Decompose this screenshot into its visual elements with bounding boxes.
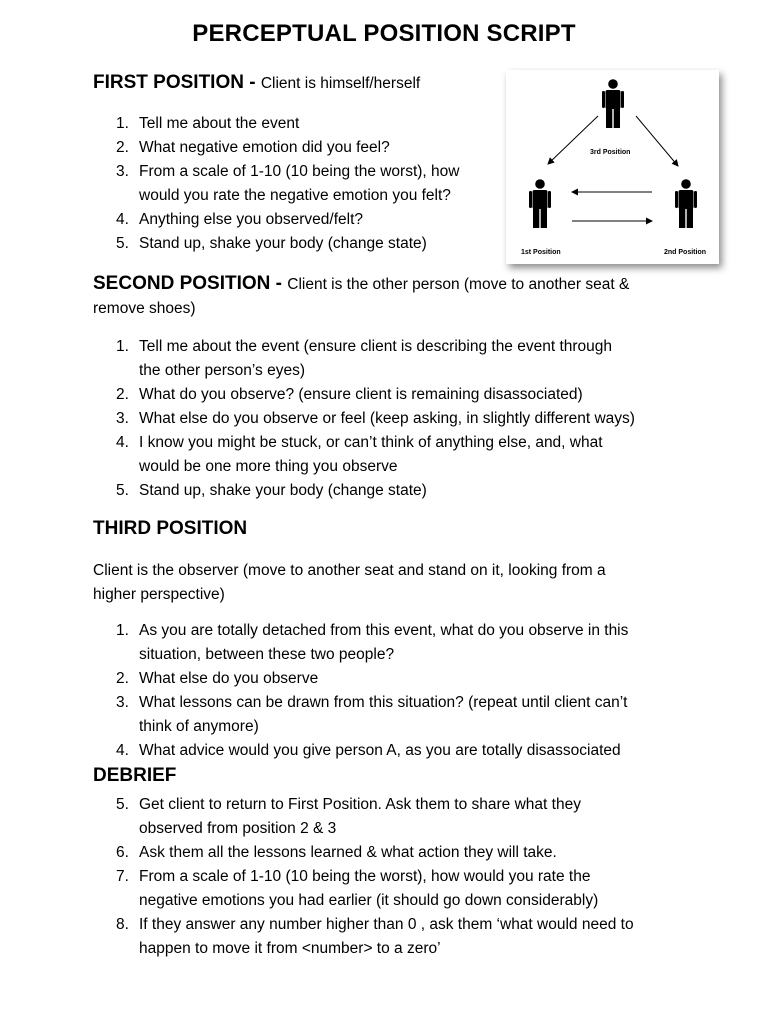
list-item-number: 4. <box>116 211 129 228</box>
list-item-text: What advice would you give person A, as you are totally disassociated <box>139 742 621 759</box>
person-third-position-icon <box>602 79 624 128</box>
list-item <box>93 479 635 503</box>
list-item <box>93 841 634 865</box>
list-item-number: 7. <box>116 868 129 885</box>
list-item <box>93 136 459 160</box>
first-position-title: FIRST POSITION - <box>93 72 261 93</box>
list-item-number: 2. <box>116 670 129 687</box>
list-item-text: Stand up, shake your body (change state) <box>139 482 427 499</box>
third-position-intro <box>93 559 673 607</box>
list-item-text: Tell me about the event <box>139 115 300 132</box>
list-item-text: If they answer any number higher than 0 , ask them ‘what would need to <box>139 916 634 933</box>
list-item <box>93 619 628 667</box>
list-item-text: observed from position 2 & 3 <box>139 820 337 837</box>
list-item-text: would you rate the negative emotion you felt? <box>139 187 451 204</box>
list-item-number: 4. <box>116 742 129 759</box>
label-first-position: 1st Position <box>521 249 561 256</box>
person-first-position-icon <box>529 179 551 228</box>
list-item <box>93 739 628 763</box>
list-item-text: would be one more thing you observe <box>139 458 398 475</box>
list-item-number: 2. <box>116 386 129 403</box>
first-position-heading <box>93 72 420 94</box>
list-item-text: Get client to return to First Position. Ask them to share what they <box>139 796 581 813</box>
perceptual-positions-diagram <box>506 70 719 264</box>
list-item-number: 6. <box>116 844 129 861</box>
list-item-text: What do you observe? (ensure client is remaining disassociated) <box>139 386 583 403</box>
diagram-svg <box>506 70 719 264</box>
debrief-title: DEBRIEF <box>93 765 177 786</box>
list-item-text: happen to move it from <number> to a zero’ <box>139 940 441 957</box>
first-position-list-wrap <box>93 112 459 256</box>
arrow-third-to-second-icon <box>636 116 678 166</box>
list-item-number: 4. <box>116 434 129 451</box>
list-item <box>93 431 635 479</box>
list-item-text: Stand up, shake your body (change state) <box>139 235 427 252</box>
list-item <box>93 112 459 136</box>
second-position-subtitle-cont: remove shoes) <box>93 300 196 317</box>
list-item <box>93 667 628 691</box>
label-third-position: 3rd Position <box>590 149 631 156</box>
list-item <box>93 208 459 232</box>
second-position-list-wrap <box>93 335 635 503</box>
list-item-number: 3. <box>116 163 129 180</box>
list-item-number: 3. <box>116 410 129 427</box>
second-position-title: SECOND POSITION - <box>93 273 288 294</box>
second-position-subtitle: Client is the other person (move to another seat & <box>287 276 630 293</box>
list-item <box>93 913 634 961</box>
third-position-list-wrap <box>93 619 628 763</box>
third-position-intro-line: Client is the observer (move to another seat and stand on it, looking from a <box>93 562 606 579</box>
list-item-text: What else do you observe or feel (keep asking, in slightly different ways) <box>139 410 635 427</box>
list-item <box>93 691 628 739</box>
debrief-list <box>93 793 634 961</box>
list-item <box>93 335 635 383</box>
list-item <box>93 865 634 913</box>
list-item <box>93 383 635 407</box>
list-item-number: 5. <box>116 796 129 813</box>
list-item-number: 1. <box>116 115 129 132</box>
list-item-text: the other person’s eyes) <box>139 362 306 379</box>
first-position-subtitle: Client is himself/herself <box>260 75 421 92</box>
list-item <box>93 793 634 841</box>
list-item-text: think of anymore) <box>139 718 259 735</box>
list-item-text: Tell me about the event (ensure client is describing the event through <box>139 338 613 355</box>
third-position-title: THIRD POSITION <box>93 518 248 539</box>
third-position-intro-line: higher perspective) <box>93 586 225 603</box>
list-item-text: What negative emotion did you feel? <box>139 139 390 156</box>
list-item-text: I know you might be stuck, or can’t think of anything else, and, what <box>139 434 603 451</box>
list-item-number: 8. <box>116 916 129 933</box>
list-item-text: From a scale of 1-10 (10 being the worst), how would you rate the <box>139 868 591 885</box>
list-item-number: 3. <box>116 694 129 711</box>
third-position-list <box>93 619 628 763</box>
second-position-heading <box>93 272 673 321</box>
list-item-text: From a scale of 1-10 (10 being the worst), how <box>139 163 460 180</box>
debrief-heading <box>93 765 176 787</box>
third-position-heading <box>93 518 247 540</box>
list-item-number: 1. <box>116 622 129 639</box>
list-item-text: What else do you observe <box>139 670 319 687</box>
list-item-text: As you are totally detached from this event, what do you observe in this <box>139 622 629 639</box>
list-item-number: 5. <box>116 482 129 499</box>
list-item-number: 1. <box>116 338 129 355</box>
arrow-third-to-first-icon <box>548 116 598 164</box>
list-item-number: 5. <box>116 235 129 252</box>
label-second-position: 2nd Position <box>664 249 706 256</box>
list-item-text: Ask them all the lessons learned & what action they will take. <box>139 844 557 861</box>
person-second-position-icon <box>675 179 697 228</box>
page-title: PERCEPTUAL POSITION SCRIPT <box>192 20 576 47</box>
list-item-text: negative emotions you had earlier (it should go down considerably) <box>139 892 599 909</box>
list-item-text: situation, between these two people? <box>139 646 395 663</box>
list-item-number: 2. <box>116 139 129 156</box>
second-position-list <box>93 335 635 503</box>
first-position-list <box>93 112 459 256</box>
list-item-text: Anything else you observed/felt? <box>139 211 364 228</box>
list-item <box>93 407 635 431</box>
list-item <box>93 232 459 256</box>
list-item-text: What lessons can be drawn from this situation? (repeat until client can’t <box>139 694 628 711</box>
list-item <box>93 160 459 208</box>
debrief-list-wrap <box>93 793 634 961</box>
